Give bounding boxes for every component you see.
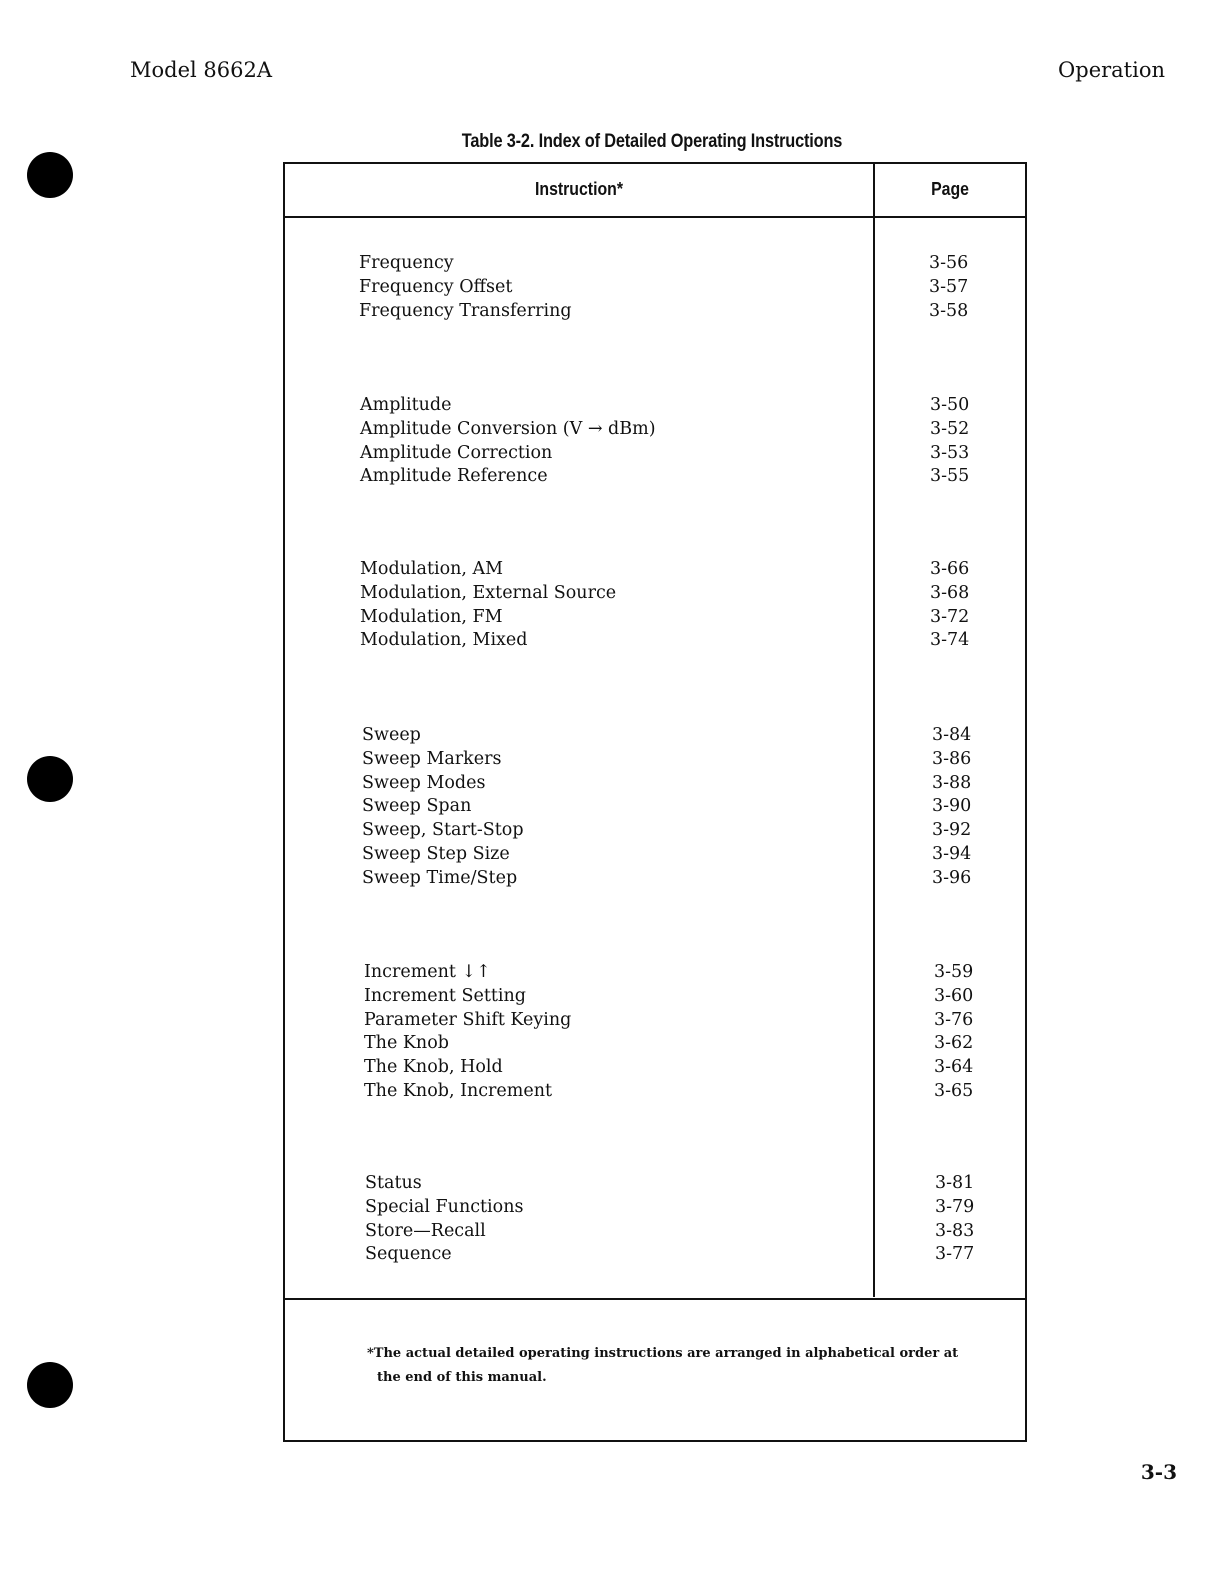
table-row	[362, 819, 1012, 843]
page-ref: 3-92	[932, 820, 972, 841]
page-ref: 3-50	[930, 395, 970, 415]
page-number: 3-3	[1140, 1460, 1177, 1484]
instruction-name: Frequency	[359, 253, 454, 273]
instruction-name: Amplitude Correction	[360, 442, 553, 463]
page-ref: 3-59	[934, 962, 974, 982]
table-row	[362, 772, 1012, 796]
page-ref: 3-58	[929, 300, 969, 321]
page-ref: 3-57	[929, 276, 969, 297]
column-header-instruction: Instruction*	[534, 179, 623, 199]
instruction-name: Sweep Time/Step	[362, 867, 518, 888]
section-header: Operation	[1058, 58, 1165, 82]
instruction-name: Special Functions	[365, 1196, 524, 1217]
instruction-name: Sweep Step Size	[362, 843, 510, 864]
footer-rule	[285, 1298, 1025, 1300]
page-ref: 3-77	[935, 1244, 975, 1265]
table-row	[360, 606, 1010, 630]
page-ref: 3-88	[932, 772, 972, 793]
page-ref: 3-76	[934, 1009, 974, 1030]
punch-hole-top	[27, 152, 73, 198]
table-row	[360, 629, 1010, 653]
page-ref: 3-74	[930, 630, 970, 651]
group-increment	[364, 961, 1014, 1104]
table-row	[365, 1220, 1015, 1244]
page-ref: 3-64	[934, 1057, 974, 1078]
instruction-name: Sweep Span	[362, 796, 472, 817]
table-row	[359, 300, 1009, 324]
group-frequency	[359, 252, 1009, 323]
page-ref: 3-52	[930, 418, 970, 439]
group-sweep	[362, 724, 1012, 891]
table-row	[364, 961, 1014, 985]
instruction-name: Amplitude Conversion (V → dBm)	[360, 418, 656, 439]
table-row	[360, 582, 1010, 606]
instruction-name: Frequency Offset	[359, 276, 513, 297]
table-row	[360, 465, 1010, 489]
table-row	[365, 1243, 1015, 1267]
instruction-name: The Knob, Hold	[364, 1057, 503, 1078]
instruction-name: Store—Recall	[365, 1220, 486, 1241]
page-ref: 3-81	[935, 1173, 975, 1193]
instruction-name: Frequency Transferring	[359, 300, 572, 321]
instruction-name: Modulation, AM	[360, 559, 504, 579]
instruction-name: Modulation, FM	[360, 606, 503, 627]
instruction-name: Modulation, External Source	[360, 582, 617, 603]
punch-hole-bottom	[27, 1362, 73, 1408]
page-ref: 3-90	[932, 796, 972, 817]
instruction-name: Sequence	[365, 1244, 452, 1265]
model-header: Model 8662A	[130, 58, 273, 82]
group-modulation	[360, 558, 1010, 653]
page-ref: 3-68	[930, 582, 970, 603]
instruction-name: Sweep, Start-Stop	[362, 820, 524, 841]
page-ref: 3-56	[929, 253, 969, 273]
table-row	[360, 442, 1010, 466]
table-row	[360, 418, 1010, 442]
table-row	[364, 985, 1014, 1009]
table-footnote	[367, 1342, 987, 1390]
page-ref: 3-60	[934, 985, 974, 1006]
instruction-name: Parameter Shift Keying	[364, 1009, 572, 1030]
instruction-name: Status	[365, 1173, 422, 1193]
index-table	[283, 162, 1027, 1442]
table-row	[362, 843, 1012, 867]
table-row	[364, 1032, 1014, 1056]
punch-hole-middle	[27, 756, 73, 802]
header-rule	[285, 216, 1025, 218]
instruction-name: Amplitude	[360, 395, 452, 415]
page-ref: 3-79	[935, 1196, 975, 1217]
table-row	[360, 558, 1010, 582]
column-header-page: Page	[931, 179, 969, 199]
page-ref: 3-65	[934, 1080, 974, 1101]
table-row	[365, 1172, 1015, 1196]
table-row	[362, 748, 1012, 772]
page-ref: 3-84	[932, 725, 972, 745]
page-ref: 3-94	[932, 843, 972, 864]
table-title: Table 3-2. Index of Detailed Operating Instructions	[461, 131, 843, 152]
table-row	[364, 1009, 1014, 1033]
page-ref: 3-83	[935, 1220, 975, 1241]
page-ref: 3-86	[932, 748, 972, 769]
instruction-name: The Knob, Increment	[364, 1080, 553, 1101]
instruction-name: Modulation, Mixed	[360, 630, 528, 651]
table-row	[365, 1196, 1015, 1220]
page-ref: 3-66	[930, 559, 970, 579]
table-row	[360, 394, 1010, 418]
group-amplitude	[360, 394, 1010, 489]
page-ref: 3-62	[934, 1033, 974, 1054]
instruction-name: The Knob	[364, 1033, 449, 1054]
instruction-name: Sweep Markers	[362, 748, 502, 769]
page-ref: 3-72	[930, 606, 970, 627]
page-ref: 3-55	[930, 466, 970, 487]
instruction-name: Sweep	[362, 725, 421, 745]
footnote-line-2: the end of this manual.	[377, 1370, 547, 1385]
table-row	[362, 795, 1012, 819]
instruction-name: Increment Setting	[364, 985, 527, 1006]
page-ref: 3-96	[932, 867, 972, 888]
table-row	[359, 252, 1009, 276]
table-row	[364, 1080, 1014, 1104]
table-row	[362, 867, 1012, 891]
page-ref: 3-53	[930, 442, 970, 463]
table-row	[364, 1056, 1014, 1080]
footnote-line-1: *The actual detailed operating instructions are arranged in alphabetical order at	[367, 1346, 959, 1361]
table-row	[359, 276, 1009, 300]
instruction-name: Increment ↓↑	[364, 962, 491, 982]
instruction-name: Amplitude Reference	[360, 466, 548, 487]
group-status	[365, 1172, 1015, 1267]
instruction-name: Sweep Modes	[362, 772, 486, 793]
table-row	[362, 724, 1012, 748]
